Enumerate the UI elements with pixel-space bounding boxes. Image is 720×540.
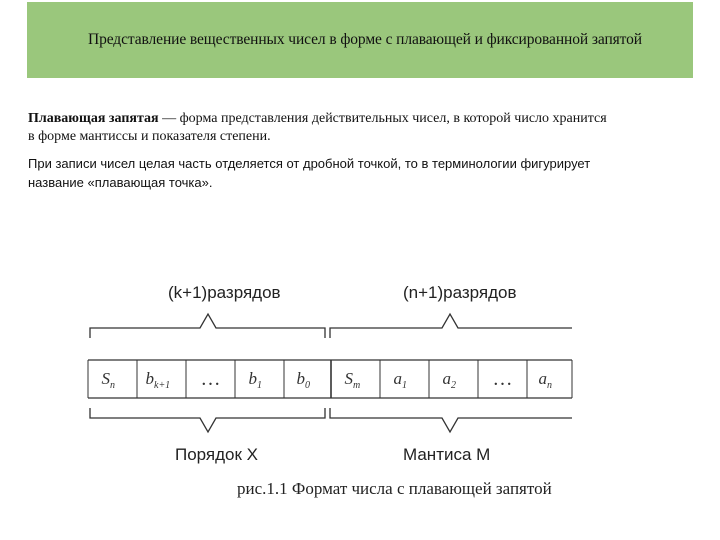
bottom-right-brace [330, 408, 572, 432]
register-row [88, 360, 572, 398]
register-cell-label: $b_{k+1}$ [145, 369, 171, 391]
top-right-brace [330, 314, 572, 338]
register-cell-label: $b_0$ [296, 369, 310, 391]
register-cell-label: $b_1$ [248, 369, 262, 391]
title-bar [27, 2, 693, 78]
register-cell-label: $S_m$ [344, 369, 361, 391]
bottom-left-label: Порядок X [175, 445, 259, 464]
definition-term: Плавающая запятая [28, 111, 159, 126]
register-cell-label: … [492, 368, 513, 390]
top-right-label: (n+1)разрядов [403, 283, 517, 302]
register-cell-label: … [200, 368, 221, 390]
definition-paragraph [28, 110, 708, 146]
definition-text-line2: в форме мантиссы и показателя степени. [28, 129, 271, 144]
note-line-1: При записи чисел целая часть отделяется от дробной точкой, то в терминологии фигурирует [28, 156, 591, 171]
register-cell-label: $S_n$ [101, 369, 115, 391]
bottom-right-label: Мантиса M [403, 445, 491, 464]
top-left-label: (k+1)разрядов [168, 283, 281, 302]
register-cell-label: $a_2$ [442, 369, 456, 391]
number-format-diagram [0, 260, 720, 510]
note-paragraph [28, 154, 708, 192]
top-left-brace [90, 314, 325, 338]
figure-caption: рис.1.1 Формат числа с плавающей запятой [237, 479, 552, 498]
definition-text: — форма представления действительных чисел, в которой число хранится [158, 111, 607, 126]
page-title: Представление вещественных чисел в форме с плавающей и фиксированной запятой [87, 31, 642, 48]
register-cell-label: $a_1$ [393, 369, 407, 391]
bottom-left-brace [90, 408, 325, 432]
note-line-2: название «плавающая точка». [28, 175, 213, 190]
cell-labels [102, 368, 553, 391]
register-cell-label: $a_n$ [538, 369, 552, 391]
